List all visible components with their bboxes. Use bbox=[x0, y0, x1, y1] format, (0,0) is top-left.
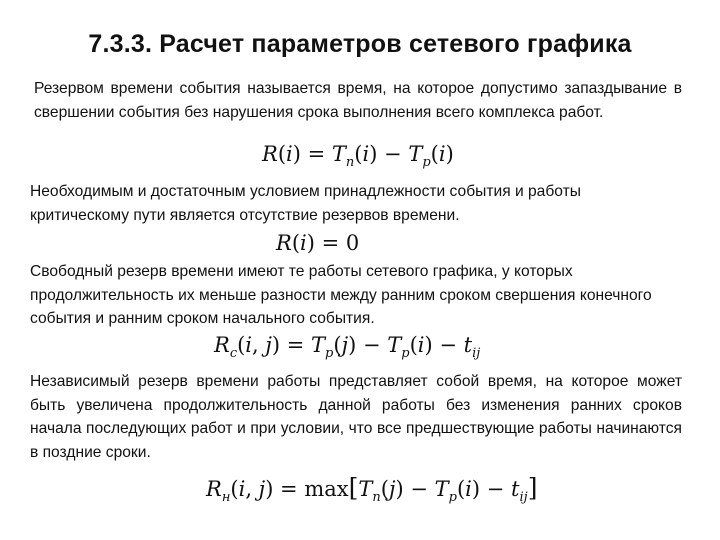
paragraph-critical-path-condition: Необходимым и достаточным условием принадлежности события и работы критическому пути является отсутствие резервов времени. bbox=[30, 183, 581, 224]
paragraph-event-reserve-definition: Резервом времени события называется время, на которое допустимо запаздывание в свершении события без нарушения срока выполнения всего комплекса работ. bbox=[34, 80, 682, 121]
formula-independent-reserve: $R_н(i$, $j) = \max[T_п(j) - T_p(i) - t_{ij}]$ bbox=[206, 473, 538, 505]
paragraph-independent-reserve-definition: Независимый резерв времени работы представляет собой время, на которое может быть увеличена продолжительность данной работы без изменения ранних сроков начала последующих работ и при условии, что все предшествующие работы начинаются в поздние сроки. bbox=[30, 373, 682, 461]
formula-event-reserve: $R(i) = T_п(i) - T_p(i)$ bbox=[262, 142, 454, 170]
formula-free-reserve: $R_c(i$, $j) = T_p(j) - T_p(i) - t_{ij}$ bbox=[214, 333, 481, 361]
page-title: 7.3.3. Расчет параметров сетевого графика bbox=[88, 30, 632, 58]
paragraph-free-reserve-definition: Свободный резерв времени имеют те работы сетевого графика, у которых продолжительность их меньше разности между ранним сроком свершения конечного события и ранним сроком начального события. bbox=[30, 263, 652, 327]
formula-zero-reserve: R(i) = 0 bbox=[276, 231, 360, 255]
